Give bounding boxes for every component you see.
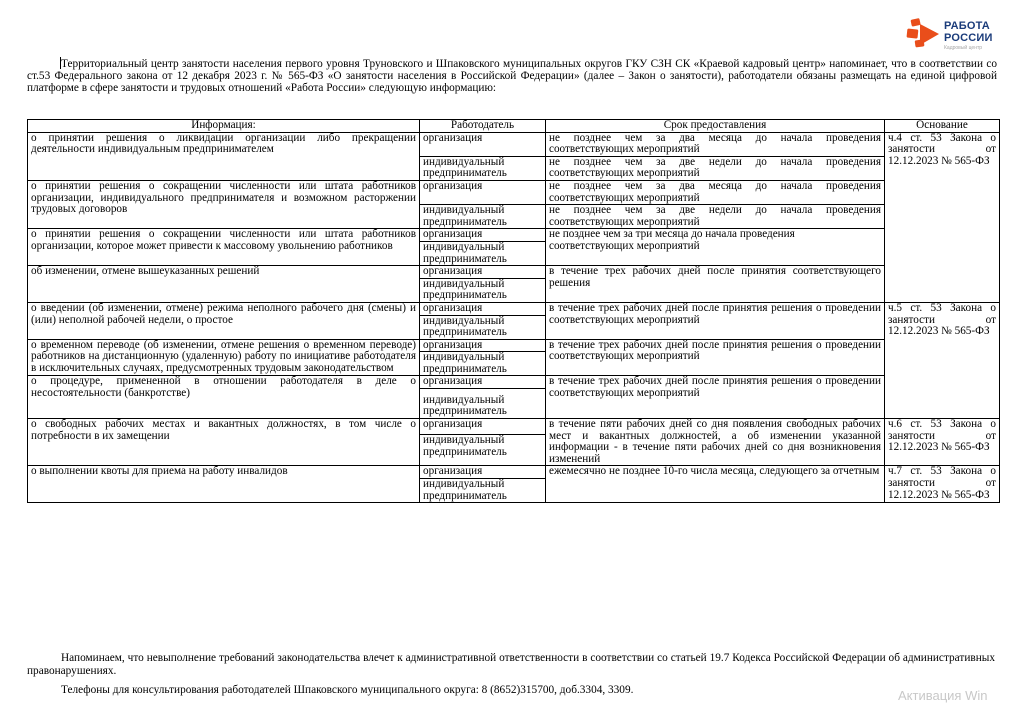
basis-cell: ч.7 ст. 53 Закона о занятости от 12.12.2023 № 565-ФЗ xyxy=(885,466,1000,503)
table-row xyxy=(28,266,1000,279)
deadline-cell: не позднее чем за два месяца до начала проведения соответствующих мероприятий xyxy=(546,180,885,204)
deadline-cell: в течение трех рабочих дней после принятия решения о проведении соответствующих мероприятий xyxy=(546,339,885,376)
logo-tagline: Кадровый центр xyxy=(944,45,983,51)
header-employer: Работодатель xyxy=(420,120,546,133)
phones-paragraph: Телефоны для консультирования работодателей Шпаковского муниципального округа: 8 (8652)315700, доб.3304, 3309. xyxy=(61,684,634,697)
deadline-cell: не позднее чем за два месяца до начала проведения соответствующих мероприятий xyxy=(546,132,885,156)
employer-cell: организация xyxy=(420,376,546,389)
rabota-rossii-logo-icon xyxy=(906,18,940,50)
logo-line-1: РАБОТА xyxy=(944,20,990,32)
deadline-cell: не позднее чем за три месяца до начала проведения соответствующих мероприятий xyxy=(546,229,885,266)
basis-cell: ч.5 ст. 53 Закона о занятости от 12.12.2023 № 565-ФЗ xyxy=(885,302,1000,418)
rabota-rossii-logo xyxy=(906,16,1006,54)
header-info: Информация: xyxy=(28,120,420,133)
header-deadline: Срок предоставления xyxy=(546,120,885,133)
employer-cell: организация xyxy=(420,180,546,204)
deadline-cell: в течение трех рабочих дней после принятия решения о проведении соответствующих мероприятий xyxy=(546,302,885,339)
employer-cell: индивидуальный предприниматель xyxy=(420,389,546,419)
table-row xyxy=(28,419,1000,435)
table-header-row xyxy=(28,120,1000,133)
intro-paragraph xyxy=(27,57,997,95)
intro-text: Территориальный центр занятости населения первого уровня Труновского и Шпаковского муниципальных округов ГКУ СЗН СК «Краевой кадровый центр» напоминает, что в соответствии со ст.53 Федерального закона от 12 декабря 2023 г. № 565-ФЗ «О занятости населения в Российской Федерации» (далее – Закон о занятости), работодатели обязаны размещать на единой цифровой платформе в сфере занятости и трудовых отношений «Работа России» следующую информацию: xyxy=(27,58,997,95)
employer-cell: индивидуальный предприниматель xyxy=(420,241,546,265)
footer-block xyxy=(27,652,995,698)
info-cell: о выполнении квоты для приема на работу инвалидов xyxy=(28,466,420,503)
employer-cell: организация xyxy=(420,466,546,479)
info-cell: о принятии решения о ликвидации организации либо прекращении деятельности индивидуальным предпринимателем xyxy=(28,132,420,180)
employer-cell: организация xyxy=(420,339,546,352)
info-cell: о свободных рабочих местах и вакантных должностях, в том числе о потребности в их замещении xyxy=(28,419,420,466)
basis-cell: ч.6 ст. 53 Закона о занятости от 12.12.2023 № 565-ФЗ xyxy=(885,419,1000,466)
info-cell: о принятии решения о сокращении численности или штата работников организации, индивидуального предпринимателя и возможном расторжении трудовых договоров xyxy=(28,180,420,228)
info-cell: о процедуре, примененной в отношении работодателя в деле о несостоятельности (банкротстве) xyxy=(28,376,420,419)
employer-cell: организация xyxy=(420,132,546,156)
table-row xyxy=(28,339,1000,352)
table-row xyxy=(28,180,1000,204)
employer-cell: индивидуальный предприниматель xyxy=(420,205,546,229)
deadline-cell: не позднее чем за две недели до начала проведения соответствующих мероприятий xyxy=(546,156,885,180)
info-cell: о принятии решения о сокращении численности или штата работников организации, которое может привести к массовому увольнению работников xyxy=(28,229,420,266)
info-cell: о временном переводе (об изменении, отмене решения о временном переводе) работников на дистанционную (удаленную) работу по инициативе работодателя в исключительных случаях, предусмотренных трудовым законодательством xyxy=(28,339,420,376)
employer-cell: индивидуальный предприниматель xyxy=(420,435,546,466)
table-row xyxy=(28,376,1000,389)
info-cell: об изменении, отмене вышеуказанных решений xyxy=(28,266,420,303)
deadline-cell: ежемесячно не позднее 10-го числа месяца, следующего за отчетным xyxy=(546,466,885,503)
employer-cell: индивидуальный предприниматель xyxy=(420,278,546,302)
info-cell: о введении (об изменении, отмене) режима неполного рабочего дня (смены) и (или) неполной рабочей недели, о простое xyxy=(28,302,420,339)
employer-cell: организация xyxy=(420,302,546,315)
table-row xyxy=(28,229,1000,242)
employer-cell: индивидуальный предприниматель xyxy=(420,352,546,376)
employer-cell: индивидуальный предприниматель xyxy=(420,315,546,339)
table-row xyxy=(28,466,1000,479)
activation-watermark: Активация Win xyxy=(898,688,988,703)
reminder-paragraph: Напоминаем, что невыполнение требований законодательства влечет к административной ответственности в соответствии со статьей 19.7 Кодекса Российской Федерации об административных правонарушениях. xyxy=(27,652,995,678)
requirements-table xyxy=(27,119,1000,503)
deadline-cell: в течение трех рабочих дней после принятия соответствующего решения xyxy=(546,266,885,303)
table-row xyxy=(28,132,1000,156)
table-row xyxy=(28,302,1000,315)
deadline-cell: не позднее чем за две недели до начала проведения соответствующих мероприятий xyxy=(546,205,885,229)
employer-cell: индивидуальный предприниматель xyxy=(420,479,546,503)
basis-cell: ч.4 ст. 53 Закона о занятости от 12.12.2023 № 565-ФЗ xyxy=(885,132,1000,302)
employer-cell: организация xyxy=(420,229,546,242)
employer-cell: индивидуальный предприниматель xyxy=(420,156,546,180)
deadline-cell: в течение трех рабочих дней после принятия решения о проведении соответствующих мероприятий xyxy=(546,376,885,419)
header-basis: Основание xyxy=(885,120,1000,133)
logo-line-2: РОССИИ xyxy=(944,32,993,44)
employer-cell: организация xyxy=(420,419,546,435)
employer-cell: организация xyxy=(420,266,546,279)
deadline-cell: в течение пяти рабочих дней со дня появления свободных рабочих мест и вакантных должностей, а об изменении указанной информации - в течение пяти рабочих дней со дня возникновения изменений xyxy=(546,419,885,466)
